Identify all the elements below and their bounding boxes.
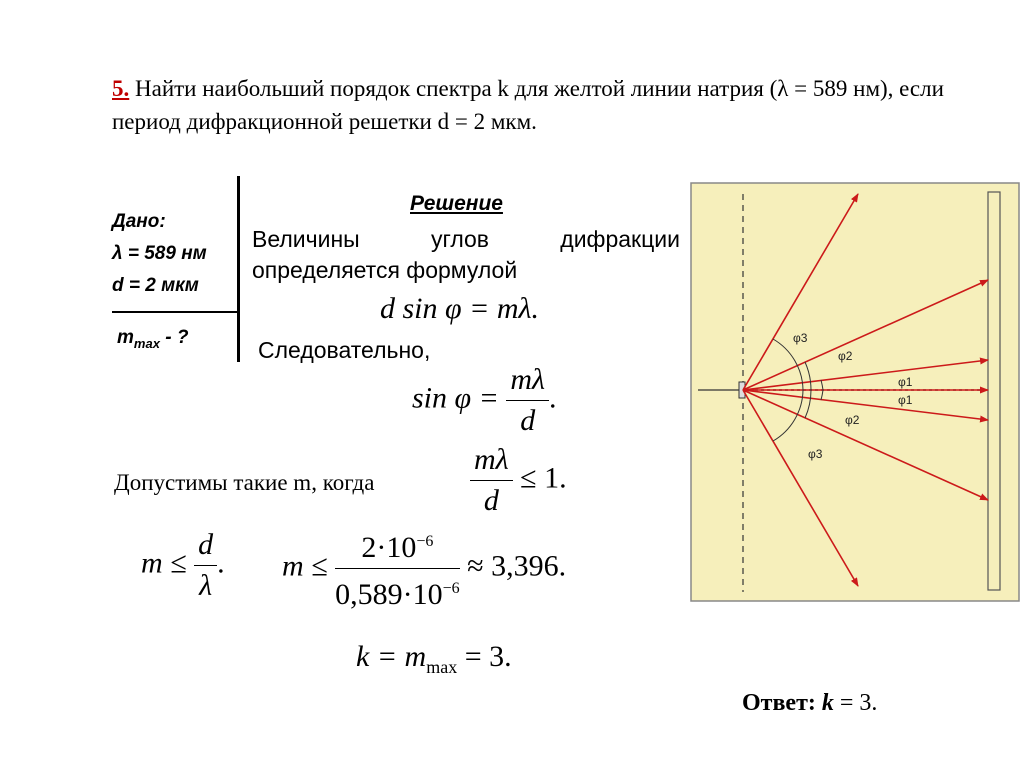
formula-k: [356, 640, 512, 678]
f4-denominator: λ: [199, 569, 213, 602]
f5-num-exp: −6: [416, 533, 434, 550]
solution-line2: определяется формулой: [252, 257, 518, 283]
f4-numerator: d: [194, 525, 217, 566]
label-phi1-up: φ1: [898, 375, 913, 389]
given-divider-horizontal: [112, 311, 239, 313]
problem-text: Найти наибольший порядок спектра k для желтой линии натрия (λ = 589 нм), если период дифракционной решетки d = 2 мкм.: [112, 76, 944, 134]
f3-fraction: [470, 440, 513, 521]
f2-denominator: d: [520, 404, 536, 437]
answer-label: Ответ:: [742, 690, 816, 716]
formula-grating: d sin φ = mλ.: [380, 292, 540, 325]
f2-left: sin φ =: [412, 381, 499, 415]
f3-right: ≤ 1.: [520, 461, 567, 495]
solution-title: Решение: [410, 192, 503, 215]
f5-denominator: [335, 569, 460, 615]
f2-fraction: [506, 360, 549, 441]
label-phi3-down: φ3: [808, 447, 823, 461]
formula-m-value: [282, 522, 566, 615]
given-lambda: λ = 589 нм: [112, 243, 207, 264]
formula-condition: [470, 440, 567, 521]
label-phi2-up: φ2: [838, 349, 853, 363]
given-d: d = 2 мкм: [112, 275, 199, 296]
f4-fraction: [194, 525, 217, 606]
find-block: [117, 327, 188, 351]
f2-end: .: [549, 381, 557, 415]
f5-den-exp: −6: [442, 580, 460, 597]
label-phi3-up: φ3: [793, 331, 808, 345]
f5-numerator: [335, 522, 460, 569]
formula-sin: [412, 360, 557, 441]
problem-number: 5.: [112, 76, 130, 101]
given-divider-vertical: [237, 176, 240, 362]
answer-var: k: [821, 690, 834, 716]
f3-numerator: mλ: [470, 440, 513, 481]
find-sub: max: [133, 335, 160, 351]
f6-sub: max: [426, 657, 458, 677]
f4-end: .: [217, 546, 225, 580]
find-suffix: - ?: [159, 327, 189, 348]
label-phi2-down: φ2: [845, 413, 860, 427]
diffraction-diagram: [690, 182, 1020, 602]
f5-den-base: 0,589·10: [335, 578, 443, 611]
given-title: Дано:: [112, 211, 166, 232]
problem-statement: [112, 72, 992, 138]
answer: [742, 690, 877, 717]
answer-value: = 3.: [833, 690, 878, 716]
f5-num-base: 2·10: [361, 531, 417, 564]
f4-left: m ≤: [141, 546, 187, 580]
f3-denominator: d: [483, 484, 499, 517]
formula-m-bound: [141, 525, 225, 606]
f5-fraction: [335, 522, 460, 615]
f2-numerator: mλ: [506, 360, 549, 401]
therefore-text: Следовательно,: [258, 337, 431, 363]
f6-left: k = m: [356, 640, 427, 673]
label-phi1-down: φ1: [898, 393, 913, 407]
f5-left: m ≤: [282, 549, 328, 583]
solution-line1: Величины углов дифракции: [252, 226, 680, 252]
f5-right: ≈ 3,396.: [467, 549, 567, 583]
f6-right: = 3.: [457, 640, 512, 673]
screen: [988, 192, 1000, 590]
given-block: [112, 206, 207, 302]
find-var: m: [117, 327, 134, 348]
allowed-text: Допустимы такие m, когда: [114, 470, 375, 495]
